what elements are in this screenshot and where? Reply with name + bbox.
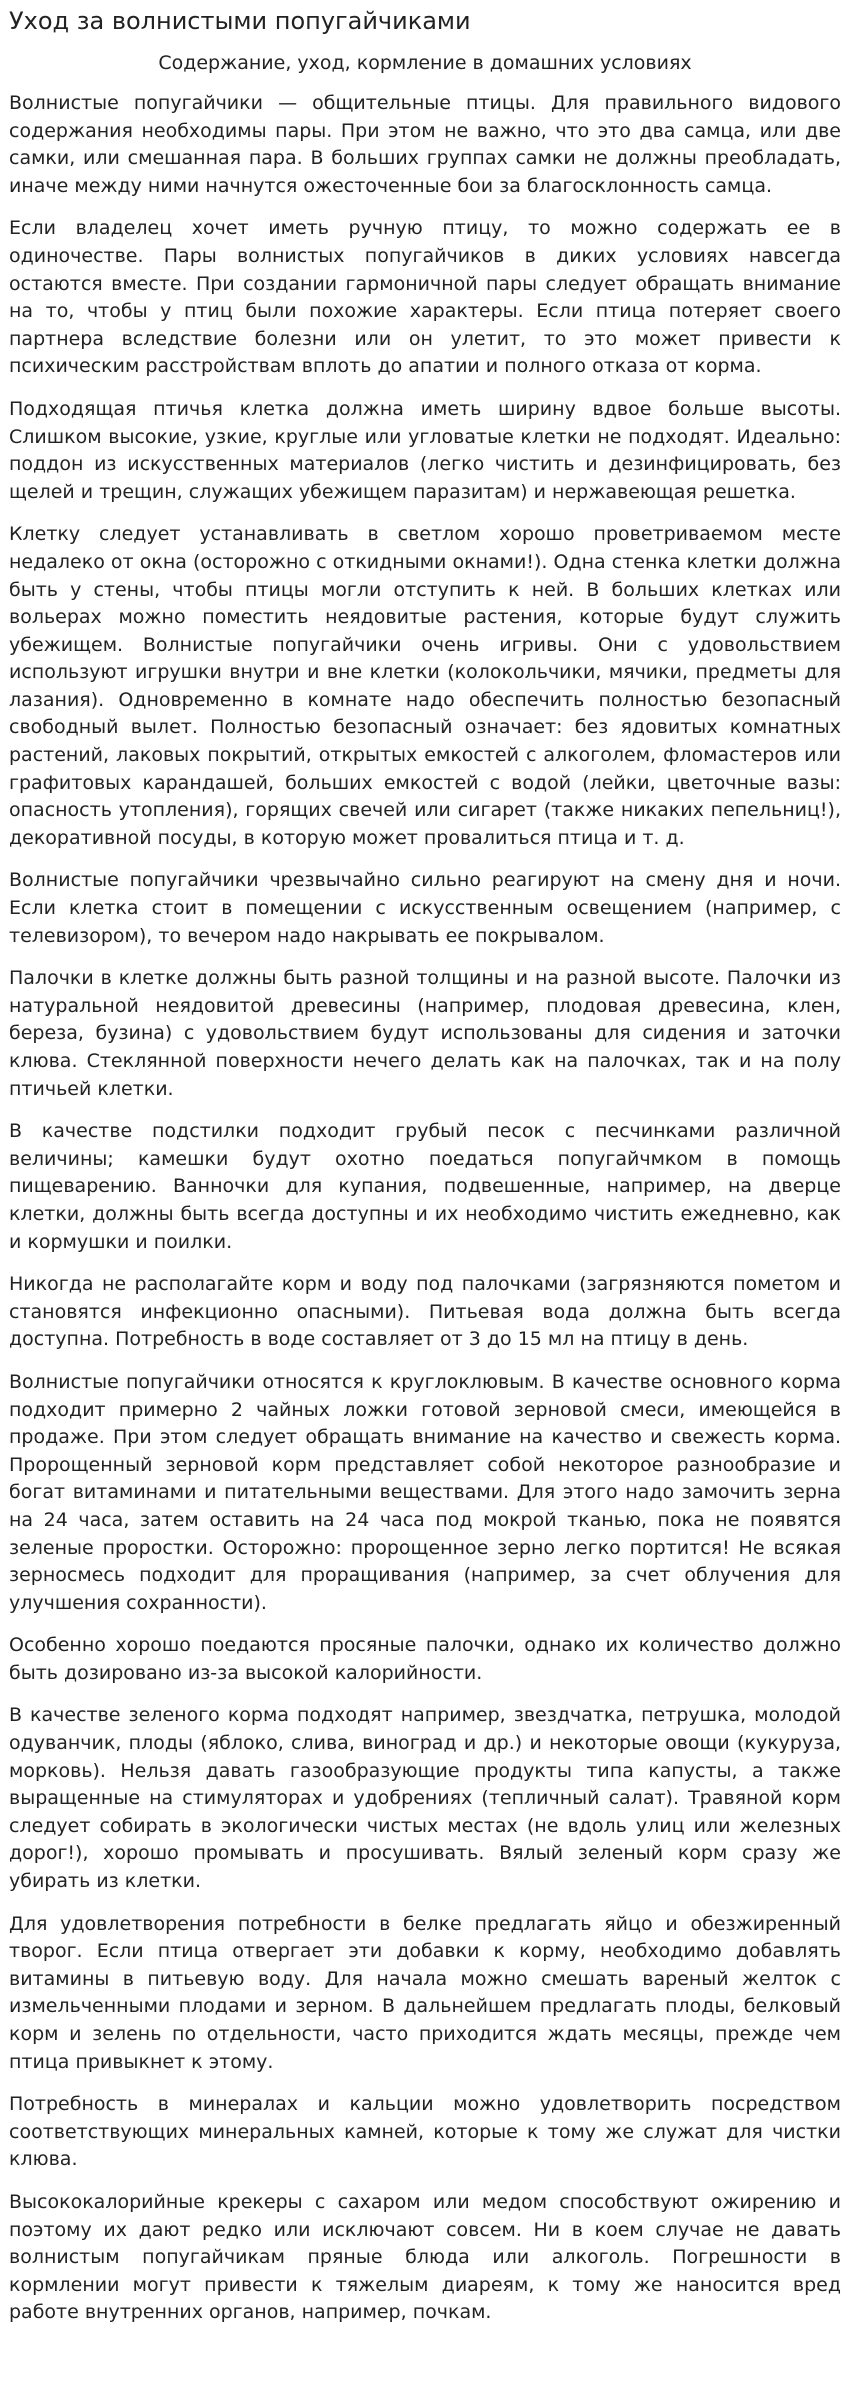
paragraph: Палочки в клетке должны быть разной толщины и на разной высоте. Палочки из натуральной неядовитой древесины (например, плодовая древесина, клен, береза, бузина) с удовольствием будут использованы для сидения и заточки клюва. Стеклянной поверхности нечего делать как на палочках, так и на полу птичьей клетки.: [9, 967, 841, 1100]
paragraph: Если владелец хочет иметь ручную птицу, то можно содержать ее в одиночестве. Пары волнистых попугайчиков в диких условиях навсегда остаются вместе. При создании гармоничной пары следует обращать внимание на то, чтобы у птиц были похожие характеры. Если птица потеряет своего партнера вследствие болезни или он улетит, то это может привести к психическим расстройствам вплоть до апатии и полного отказа от корма.: [9, 217, 841, 378]
article-body: [9, 90, 841, 2327]
paragraph: В качестве подстилки подходит грубый песок с песчинками различной величины; камешки будут охотно поедаться попугайчмком в помощь пищеварению. Ванночки для купания, подвешенные, например, на дверце клетки, должны быть всегда доступны и их необходимо чистить ежедневно, как и кормушки и поилки.: [9, 1120, 841, 1253]
paragraph: Волнистые попугайчики — общительные птицы. Для правильного видового содержания необходимы пары. При этом не важно, что это два самца, или две самки, или смешанная пара. В больших группах самки не должны преобладать, иначе между ними начнутся ожесточенные бои за благосклонность самца.: [9, 92, 841, 197]
paragraph: Волнистые попугайчики чрезвычайно сильно реагируют на смену дня и ночи. Если клетка стоит в помещении с искусственным освещением (например, с телевизором), то вечером надо накрывать ее покрывалом.: [9, 869, 841, 947]
paragraph: Подходящая птичья клетка должна иметь ширину вдвое больше высоты. Слишком высокие, узкие, круглые или угловатые клетки не подходят. Идеально: поддон из искусственных материалов (легко чистить и дезинфицировать, без щелей и трещин, служащих убежищем паразитам) и нержавеющая решетка.: [9, 397, 841, 503]
paragraph: В качестве зеленого корма подходят например, звездчатка, петрушка, молодой одуванчик, плоды (яблоко, слива, виноград и др.) и некоторые овощи (кукуруза, морковь). Нельзя давать газообразующие продукты типа капусты, а также выращенные на стимуляторах и удобрениях (тепличный салат). Травяной корм следует собирать в экологически чистых местах (не вдоль улиц или железных дорог!), хорошо промывать и просушивать. Вялый зеленый корм сразу же убирать из клетки.: [9, 1704, 841, 1893]
paragraph: Высококалорийные крекеры с сахаром или медом способствуют ожирению и поэтому их дают редко или исключают совсем. Ни в коем случае не давать волнистым попугайчикам пряные блюда или алкоголь. Погрешности в кормлении могут привести к тяжелым диареям, к тому же наносится вред работе внутренних органов, например, почкам.: [9, 2190, 841, 2324]
paragraph: Клетку следует устанавливать в светлом хорошо проветриваемом месте недалеко от окна (осторожно с откидными окнами!). Одна стенка клетки должна быть у стены, чтобы птицы могли отступить к ней. В больших клетках или вольерах можно поместить неядовитые растения, которые будут служить убежищем. Волнистые попугайчики очень игривы. Они с удовольствием используют игрушки внутри и вне клетки (колокольчики, мячики, предметы для лазания). Одновременно в комнате надо обеспечить полностью безопасный свободный вылет. Полностью безопасный означает: без ядовитых комнатных растений, лаковых покрытий, открытых емкостей с алкоголем, фломастеров или графитовых карандашей, больших емкостей с водой (лейки, цветочные вазы: опасность утопления), горящих свечей или сигарет (также никаких пепельниц!), декоративной посуды, в которую может провалиться птица и т. д.: [9, 523, 841, 849]
paragraph: Волнистые попугайчики относятся к круглоклювым. В качестве основного корма подходит примерно 2 чайных ложки готовой зерновой смеси, имеющейся в продаже. При этом следует обращать внимание на качество и свежесть корма. Пророщенный зерновой корм представляет собой некоторое разнообразие и богат витаминами и питательными веществами. Для этого надо замочить зерна на 24 часа, затем оставить на 24 часа под мокрой тканью, пока не появятся зеленые проростки. Осторожно: пророщенное зерно легко портится! Не всякая зерносмесь подходит для проращивания (например, за счет облучения для улучшения сохранности).: [9, 1370, 841, 1614]
paragraph: Особенно хорошо поедаются просяные палочки, однако их количество должно быть дозировано из-за высокой калорийности.: [9, 1634, 841, 1684]
paragraph: Никогда не располагайте корм и воду под палочками (загрязняются пометом и становятся инфекционно опасными). Питьевая вода должна быть всегда доступна. Потребность в воде составляет от 3 до 15 мл на птицу в день.: [9, 1273, 841, 1351]
paragraph: Потребность в минералах и кальции можно удовлетворить посредством соответствующих минеральных камней, которые к тому же служат для чистки клюва.: [9, 2093, 841, 2171]
paragraph: Для удовлетворения потребности в белке предлагать яйцо и обезжиренный творог. Если птица отвергает эти добавки к корму, необходимо добавлять витамины в питьевую воду. Для начала можно смешать вареный желток с измельченными плодами и зерном. В дальнейшем предлагать плоды, белковый корм и зелень по отдельности, часто приходится ждать месяцы, прежде чем птица привыкнет к этому.: [9, 1912, 841, 2073]
page-subtitle: Содержание, уход, кормление в домашних условиях: [158, 52, 692, 74]
page-title: Уход за волнистыми попугайчиками: [9, 7, 471, 35]
